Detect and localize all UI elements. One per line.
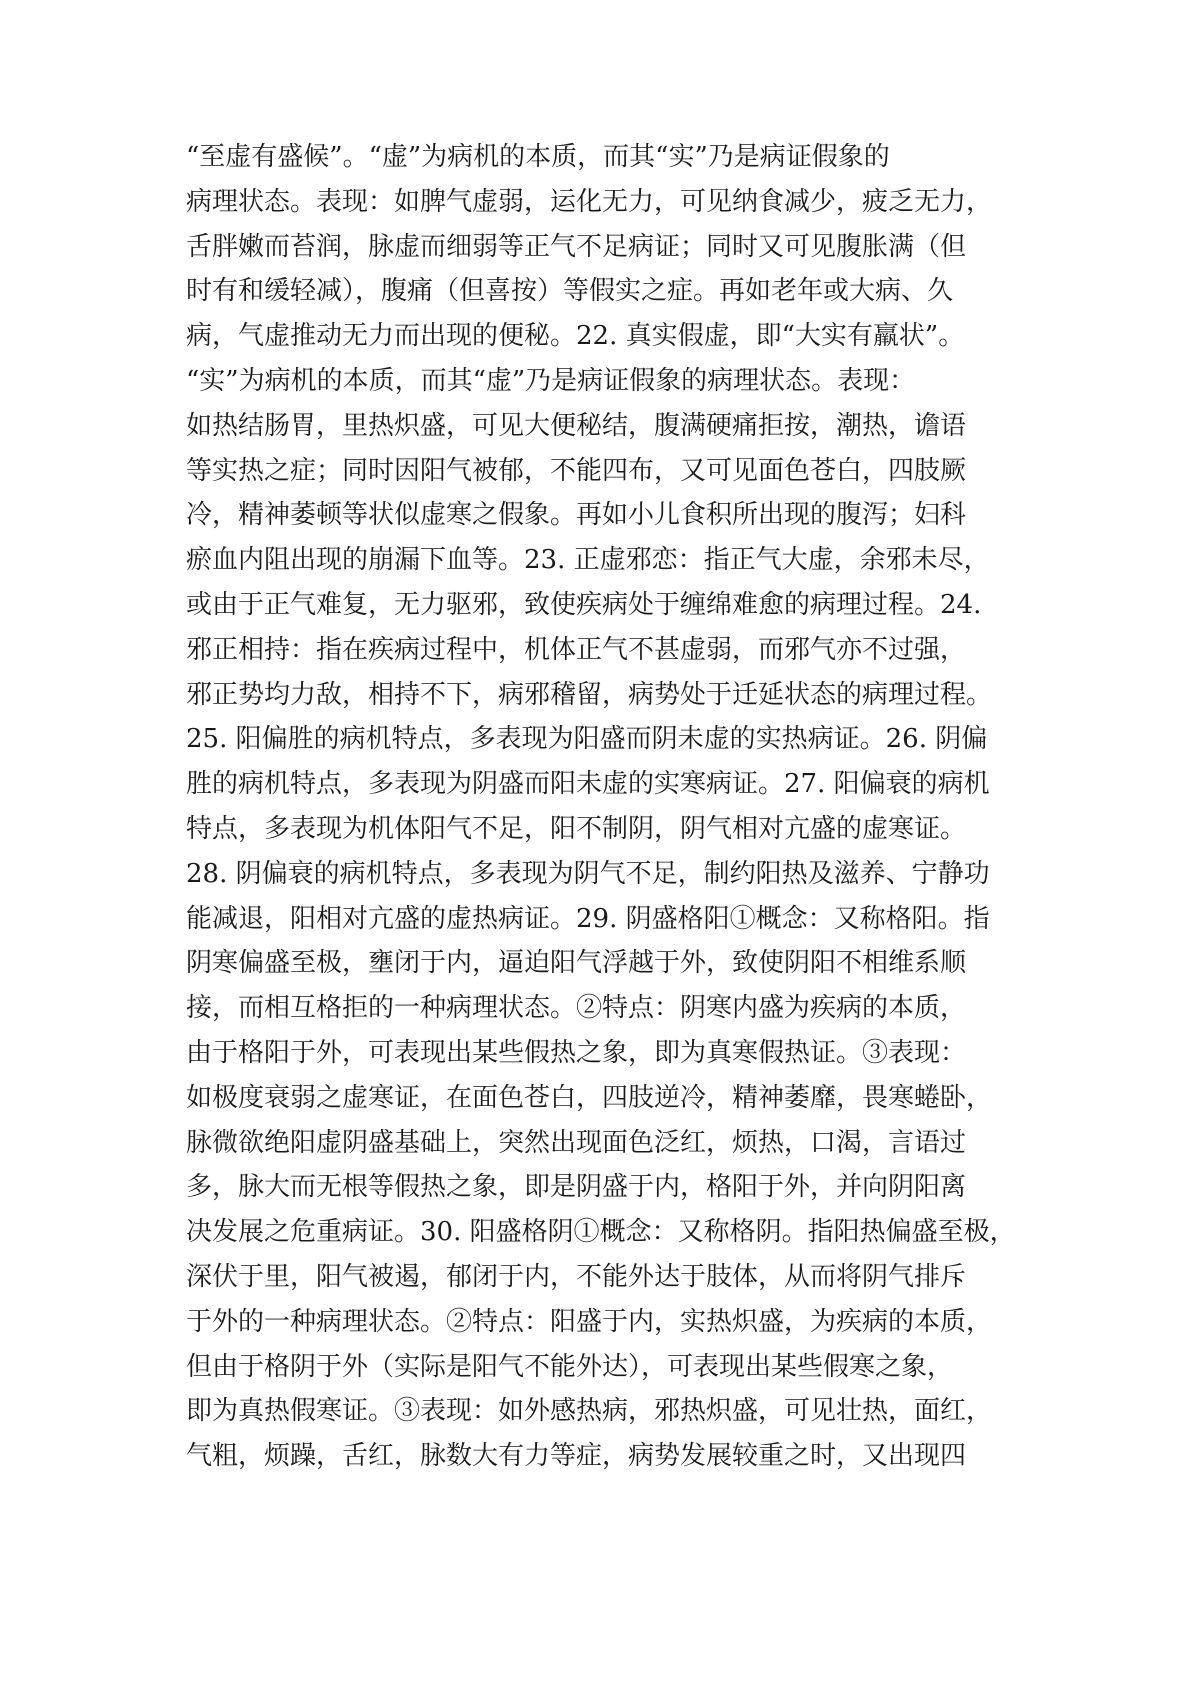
text-line: 瘀血内阻出现的崩漏下血等。23. 正虚邪恋：指正气大虚，余邪未尽，	[186, 545, 990, 576]
body-paragraph	[186, 135, 1018, 1479]
text-line: 病，气虚推动无力而出现的便秘。22. 真实假虚，即“大实有羸状”。	[186, 321, 965, 352]
text-line: 如热结肠胃，里热炽盛，可见大便秘结，腹满硬痛拒按，潮热，谵语	[186, 410, 967, 441]
text-line: 但由于格阴于外（实际是阳气不能外达），可表现出某些假寒之象，	[186, 1351, 954, 1382]
text-line: “实”为病机的本质，而其“虚”乃是病证假象的病理状态。表现：	[186, 365, 916, 396]
text-line: 冷，精神萎顿等状似虚寒之假象。再如小儿食积所出现的腹泻；妇科	[186, 500, 967, 531]
text-line: 能减退，阳相对亢盛的虚热病证。29. 阴盛格阳①概念：又称格阳。指	[186, 903, 990, 934]
text-line: 25. 阳偏胜的病机特点，多表现为阳盛而阴未虚的实热病证。26. 阴偏	[186, 724, 988, 755]
text-line: 时有和缓轻减），腹痛（但喜按）等假实之症。再如老年或大病、久	[186, 276, 954, 307]
text-line: 于外的一种病理状态。②特点：阳盛于内，实热炽盛，为疾病的本质，	[186, 1306, 993, 1337]
text-line: 或由于正气难复，无力驱邪，致使疾病处于缠绵难愈的病理过程。24.	[186, 589, 982, 620]
text-line: 病理状态。表现：如脾气虚弱，运化无力，可见纳食减少，疲乏无力，	[186, 186, 993, 217]
text-line: 28. 阴偏衰的病机特点，多表现为阴气不足，制约阳热及滋养、宁静功	[186, 858, 990, 889]
text-line: 决发展之危重病证。30. 阳盛格阴①概念：又称格阴。指阳热偏盛至极，	[186, 1217, 1016, 1248]
text-line: 邪正势均力敌，相持不下，病邪稽留，病势处于迁延状态的病理过程。	[186, 679, 993, 710]
text-line: 多，脉大而无根等假热之象，即是阴盛于内，格阳于外，并向阴阳离	[186, 1172, 967, 1203]
text-line: 接，而相互格拒的一种病理状态。②特点：阴寒内盛为疾病的本质，	[186, 993, 967, 1024]
text-line: 如极度衰弱之虚寒证，在面色苍白，四肢逆冷，精神萎靡，畏寒蜷卧，	[186, 1082, 993, 1113]
text-line: “至虚有盛候”。“虚”为病机的本质，而其“实”乃是病证假象的	[186, 142, 890, 172]
text-line: 深伏于里，阳气被遏，郁闭于内，不能外达于肢体，从而将阴气排斥	[186, 1261, 967, 1292]
text-line: 由于格阳于外，可表现出某些假热之象，即为真寒假热证。③表现：	[186, 1037, 967, 1068]
text-line: 舌胖嫩而苔润，脉虚而细弱等正气不足病证；同时又可见腹胀满（但	[186, 231, 967, 262]
text-line: 等实热之症；同时因阳气被郁，不能四布，又可见面色苍白，四肢厥	[186, 455, 967, 486]
text-line: 脉微欲绝阳虚阴盛基础上，突然出现面色泛红，烦热，口渴，言语过	[186, 1127, 967, 1158]
text-line: 气粗，烦躁，舌红，脉数大有力等症，病势发展较重之时，又出现四	[186, 1441, 967, 1472]
text-line: 即为真热假寒证。③表现：如外感热病，邪热炽盛，可见壮热，面红，	[186, 1396, 993, 1427]
text-line: 阴寒偏盛至极，壅闭于内，逼迫阳气浮越于外，致使阴阳不相维系顺	[186, 948, 967, 979]
text-line: 特点，多表现为机体阳气不足，阳不制阴，阴气相对亢盛的虚寒证。	[186, 813, 967, 844]
text-line: 邪正相持：指在疾病过程中，机体正气不甚虚弱，而邪气亦不过强，	[186, 634, 967, 665]
text-line: 胜的病机特点，多表现为阴盛而阳未虚的实寒病证。27. 阳偏衰的病机	[186, 769, 990, 800]
